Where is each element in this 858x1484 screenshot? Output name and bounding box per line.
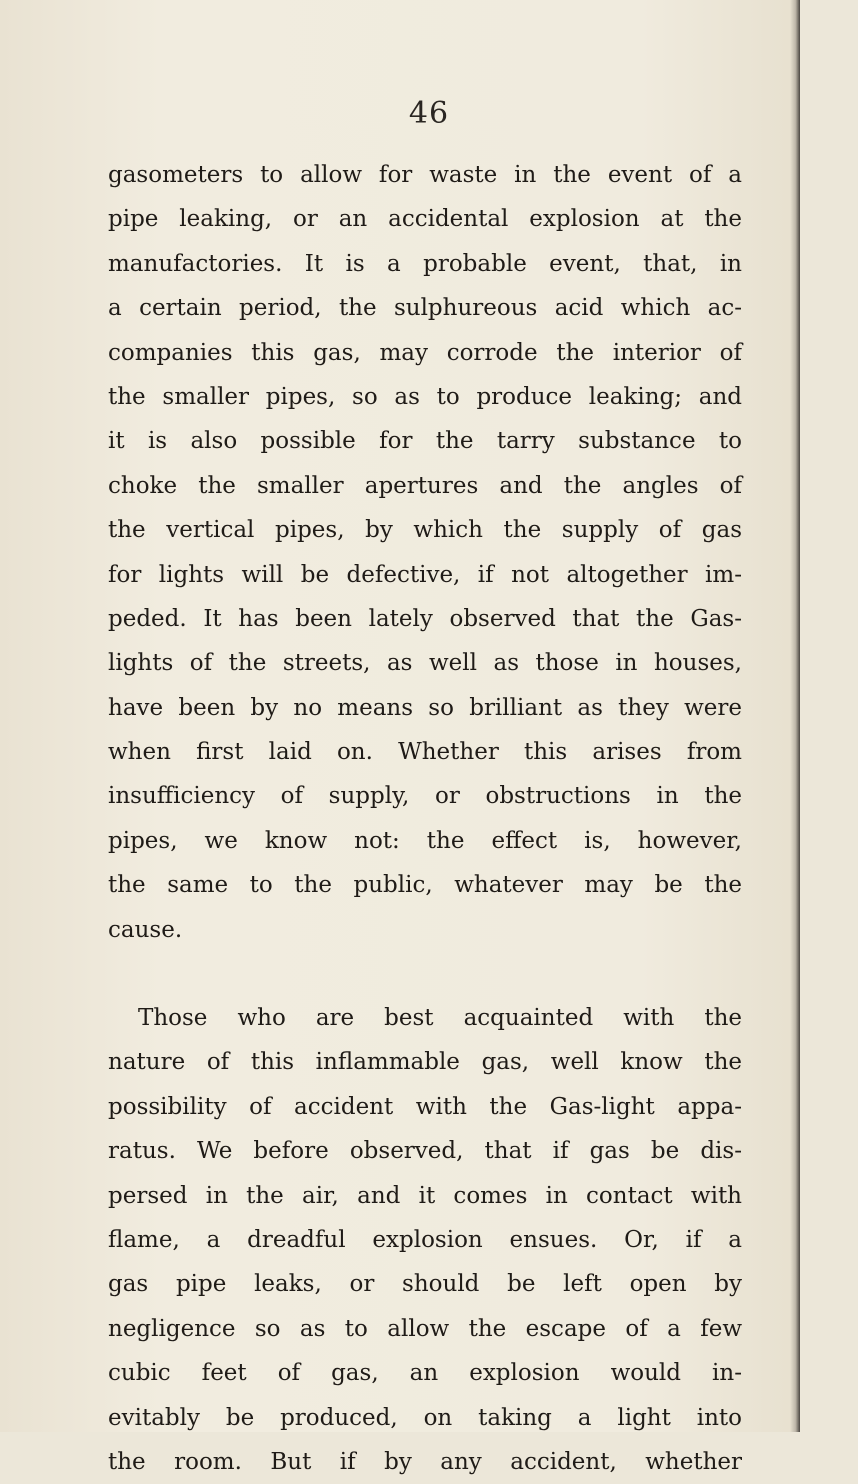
paragraph-spacer <box>108 952 742 996</box>
text-line: nature of this inflammable gas, well know the <box>108 1049 742 1076</box>
page-edge-shadow <box>790 0 800 1432</box>
paragraph-1 <box>108 153 742 952</box>
body-text <box>108 153 742 1484</box>
paragraph-2 <box>108 996 742 1484</box>
text-line: when first laid on. Whether this arises from <box>108 739 742 766</box>
text-line: insufficiency of supply, or obstructions in the <box>108 783 742 810</box>
text-line: have been by no means so brilliant as they were <box>108 694 742 721</box>
text-line: cubic feet of gas, an explosion would in- <box>108 1360 742 1387</box>
text-line: gas pipe leaks, or should be left open by <box>108 1271 742 1298</box>
text-line: possibility of accident with the Gas-light appa- <box>108 1093 742 1120</box>
text-line: it is also possible for the tarry substance to <box>108 428 742 455</box>
text-line: companies this gas, may corrode the interior of <box>108 339 742 366</box>
page-number: 46 <box>408 96 450 131</box>
text-line: the vertical pipes, by which the supply of gas <box>108 517 742 544</box>
text-line: manufactories. It is a probable event, that, in <box>108 250 742 277</box>
text-line: choke the smaller apertures and the angles of <box>108 472 742 499</box>
text-line: the room. But if by any accident, whether <box>108 1448 742 1475</box>
text-line: evitably be produced, on taking a light into <box>108 1404 742 1431</box>
text-line: gasometers to allow for waste in the event of a <box>108 162 742 188</box>
text-line: the smaller pipes, so as to produce leaking; and <box>108 383 742 410</box>
text-line: ratus. We before observed, that if gas be dis- <box>108 1138 742 1165</box>
text-line: pipes, we know not: the effect is, however, <box>108 827 742 854</box>
text-line: lights of the streets, as well as those in houses, <box>108 650 742 677</box>
text-line: a certain period, the sulphureous acid which ac- <box>108 295 742 322</box>
text-line: the same to the public, whatever may be the <box>108 872 742 899</box>
text-line: flame, a dreadful explosion ensues. Or, if a <box>108 1226 742 1253</box>
text-line: pipe leaking, or an accidental explosion at the <box>108 206 742 233</box>
text-line: negligence so as to allow the escape of a few <box>108 1315 742 1342</box>
text-line: for lights will be defective, if not altogether im- <box>108 561 742 588</box>
text-line: Those who are best acquainted with the <box>138 1005 742 1032</box>
text-line: cause. <box>108 916 183 943</box>
text-line: persed in the air, and it comes in contact with <box>108 1182 742 1209</box>
text-line: peded. It has been lately observed that the Gas- <box>108 605 742 632</box>
